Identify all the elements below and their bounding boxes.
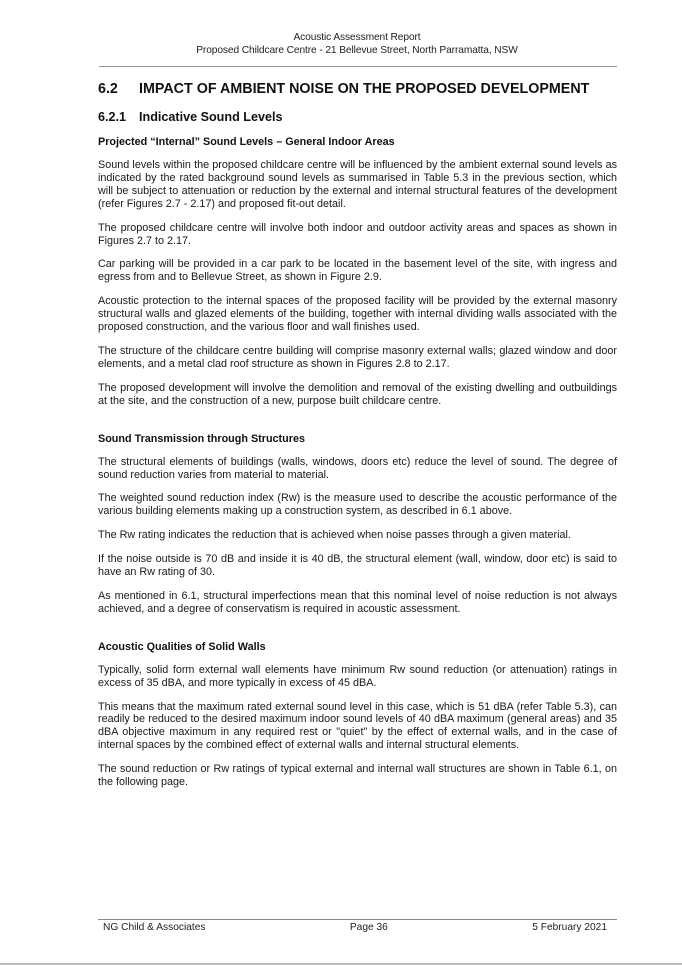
subsection-heading xyxy=(98,108,617,126)
paragraph: The sound reduction or Rw ratings of typical external and internal wall structures are shown in Table 6.1, on the following page. xyxy=(98,763,617,789)
internal-levels-heading: Projected “Internal” Sound Levels – General Indoor Areas xyxy=(98,136,395,148)
sound-transmission-heading: Sound Transmission through Structures xyxy=(98,432,305,445)
page-footer xyxy=(103,921,607,934)
footer-divider xyxy=(98,919,617,920)
paragraph: Typically, solid form external wall elements have minimum Rw sound reduction (or attenuation) ratings in excess of 35 dBA, and more typically in excess of 45 dBA. xyxy=(98,663,617,689)
paragraph: Sound levels within the proposed childcare centre will be influenced by the ambient external sound levels as indicated by the rated background sound levels as summarised in Table 5.3 in the previous section, which will be subject to attenuation or reduction by the external and internal structural features of the development (refer Figures 2.7 - 2.17) and proposed fit-out detail. xyxy=(98,159,617,210)
subsection-title: Indicative Sound Levels xyxy=(139,110,283,124)
section-heading xyxy=(98,79,617,99)
paragraph: The weighted sound reduction index (Rw) is the measure used to describe the acoustic performance of the various building elements making up a construction system, as described in 6.1 above. xyxy=(98,492,617,518)
header-divider xyxy=(99,66,617,67)
paragraph: The proposed development will involve the demolition and removal of the existing dwelling and outbuildings at the site, and the construction of a new, purpose built childcare centre. xyxy=(98,381,617,407)
page-body xyxy=(98,79,617,789)
paragraph: The structure of the childcare centre building will comprise masonry external walls; glazed window and door elements, and a metal clad roof structure as shown in Figures 2.8 to 2.17. xyxy=(98,344,617,370)
report-title: Acoustic Assessment Report xyxy=(293,32,421,43)
solid-walls-heading: Acoustic Qualities of Solid Walls xyxy=(98,640,266,653)
paragraph: Acoustic protection to the internal spaces of the proposed facility will be provided by the external masonry structural walls and glazed elements of the building, together with internal dividing walls associated with the proposed construction, and the various floor and wall finishes used. xyxy=(98,295,617,334)
subsection-number: 6.2.1 xyxy=(98,110,127,124)
footer-date: 5 February 2021 xyxy=(532,922,607,933)
footer-company: NG Child & Associates xyxy=(103,922,206,933)
section-title: IMPACT OF AMBIENT NOISE ON THE PROPOSED DEVELOPMENT xyxy=(139,81,590,97)
paragraph: The structural elements of buildings (walls, windows, doors etc) reduce the level of sound. The degree of sound reduction varies from material to material. xyxy=(98,455,617,481)
footer-page-number: Page 36 xyxy=(349,922,388,933)
paragraph: If the noise outside is 70 dB and inside it is 40 dB, the structural element (wall, window, door etc) is said to have an Rw rating of 30. xyxy=(98,553,617,579)
paragraph: The Rw rating indicates the reduction that is achieved when noise passes through a given material. xyxy=(98,529,571,542)
paragraph: Car parking will be provided in a car park to be located in the basement level of the site, with ingress and egress from and to Bellevue Street, as shown in Figure 2.9. xyxy=(98,258,617,284)
report-subtitle: Proposed Childcare Centre - 21 Bellevue Street, North Parramatta, NSW xyxy=(196,45,518,56)
page-header xyxy=(0,31,682,57)
section-number: 6.2 xyxy=(98,81,118,97)
paragraph: As mentioned in 6.1, structural imperfections mean that this nominal level of noise reduction is not always achieved, and a degree of conservatism is required in acoustic assessment. xyxy=(98,589,617,615)
paragraph: The proposed childcare centre will involve both indoor and outdoor activity areas and spaces as shown in Figures 2.7 to 2.17. xyxy=(98,221,617,247)
paragraph: This means that the maximum rated external sound level in this case, which is 51 dBA (refer Table 5.3), can readily be reduced to the desired maximum indoor sound levels of 40 dBA maximum (general areas) and 35 dBA objective maximum in any required rest or "quiet" by the effect of external walls, and in the case of internal spaces by the combined effect of external walls and internal structural elements. xyxy=(98,700,617,752)
